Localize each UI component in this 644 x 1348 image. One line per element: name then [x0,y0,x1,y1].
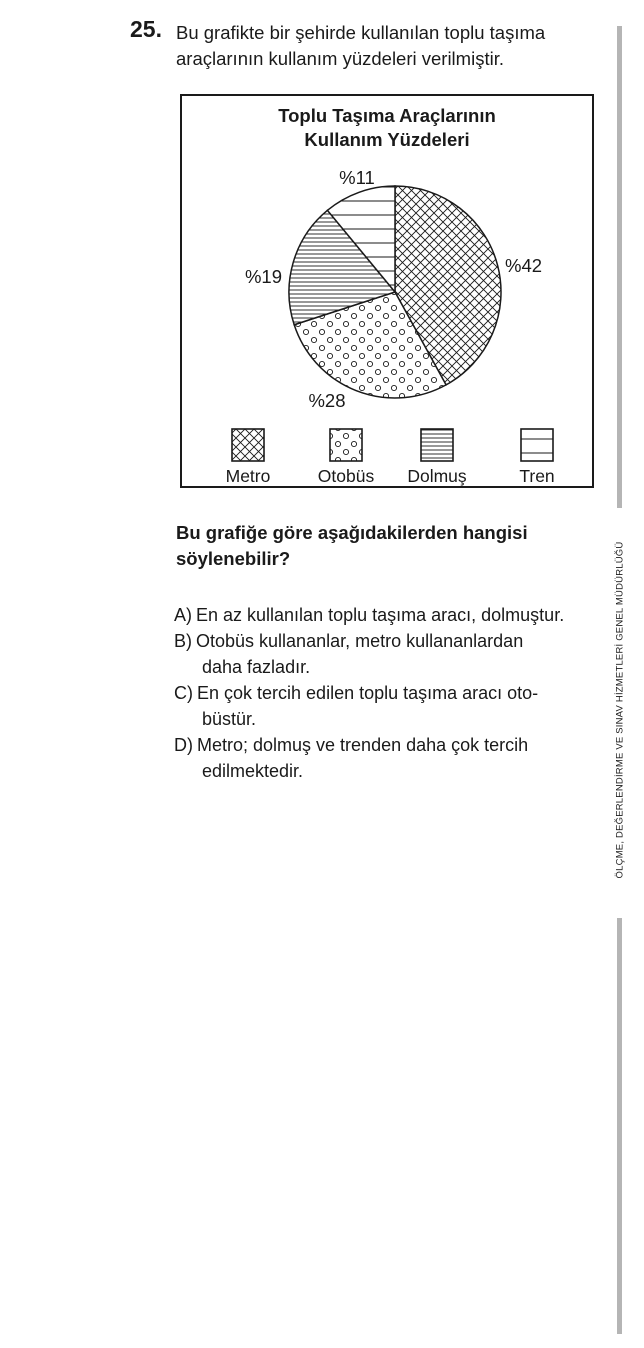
legend-label-tren: Tren [519,466,555,486]
option-d[interactable] [174,732,614,784]
slice-label-tren: %11 [339,167,375,188]
legend-swatch-otobüs [330,429,362,461]
option-text: Metro; dolmuş ve trenden daha çok tercih [197,735,529,755]
legend-swatch-tren [521,429,553,461]
option-letter: A) [174,605,192,625]
option-letter: C) [174,683,193,703]
sidebar-rule [617,26,622,508]
sidebar-rule [617,918,622,1334]
pie-chart [182,96,592,486]
slice-label-metro: %42 [505,255,543,276]
pie-chart-frame [180,94,594,488]
prompt-line: Bu grafiğe göre aşağıdakilerden hangisi [176,522,528,543]
chart-title-line: Kullanım Yüzdeleri [304,129,470,150]
legend-label-dolmuş: Dolmuş [407,466,467,486]
option-text: En az kullanılan toplu taşıma aracı, dolmuştur. [196,605,565,625]
legend-swatch-metro [232,429,264,461]
stem-line: Bu grafikte bir şehirde kullanılan toplu taşıma [176,22,546,43]
prompt-line: söylenebilir? [176,548,291,569]
slice-label-otobüs: %28 [308,390,346,411]
question-prompt [176,520,596,572]
answer-options [174,602,614,784]
legend-label-metro: Metro [225,466,271,486]
option-letter: B) [174,631,192,651]
option-text: En çok tercih edilen toplu taşıma aracı oto- [197,683,539,703]
legend-swatch-dolmuş [421,429,453,461]
slice-label-dolmuş: %19 [244,266,282,287]
option-a[interactable] [174,602,614,628]
option-letter: D) [174,735,193,755]
option-text: edilmektedir. [202,761,304,781]
option-text: büstür. [202,709,257,729]
stem-line: araçlarının kullanım yüzdeleri verilmiştir. [176,48,504,69]
sidebar-publisher-text: ÖLÇME, DEĞERLENDİRME VE SINAV HİZMETLERİ GENEL MÜDÜRLÜĞÜ [614,541,626,879]
pie-slices [289,186,501,398]
question-stem [176,20,606,72]
option-text: Otobüs kullananlar, metro kullananlardan [196,631,524,651]
option-text: daha fazladır. [202,657,311,677]
option-b[interactable] [174,628,614,680]
legend-label-otobüs: Otobüs [317,466,375,486]
question-number: 25. [130,16,162,42]
chart-title-line: Toplu Taşıma Araçlarının [278,105,496,126]
option-c[interactable] [174,680,614,732]
chart-legend [226,429,555,486]
